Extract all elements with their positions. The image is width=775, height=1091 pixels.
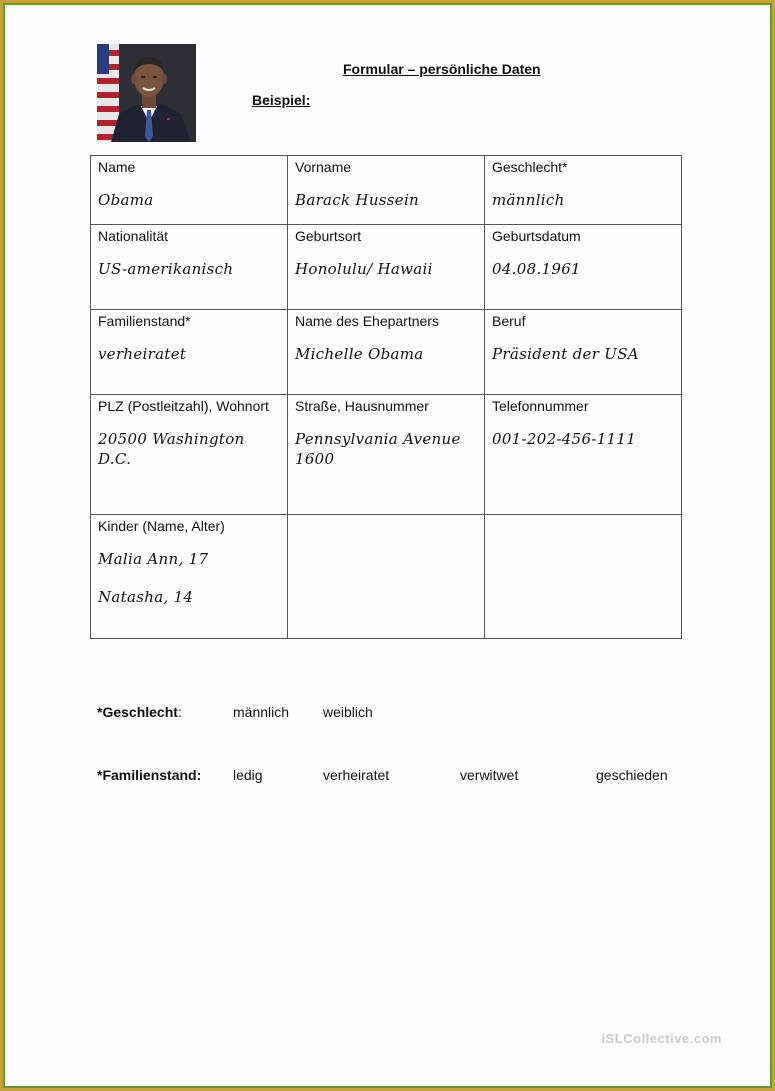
example-heading: Beispiel: xyxy=(252,92,311,108)
form-cell-beruf xyxy=(485,310,682,395)
form-cell-geschlecht xyxy=(485,156,682,225)
field-label: Vorname xyxy=(295,159,352,175)
watermark-brand: iSLCollective.com xyxy=(601,1031,722,1046)
field-value: männlich xyxy=(492,191,565,209)
legend-status-option: verheiratet xyxy=(323,767,390,783)
legend-status-label: *Familienstand: xyxy=(97,767,202,783)
page-title: Formular – persönliche Daten xyxy=(343,61,541,77)
portrait-photo xyxy=(97,44,196,142)
legend-gender-option: männlich xyxy=(233,704,290,720)
field-value: Barack Hussein xyxy=(295,191,420,209)
form-cell-wohnort xyxy=(91,395,288,515)
legend-status-option: ledig xyxy=(233,767,263,783)
field-label: Geburtsort xyxy=(295,228,362,244)
field-label: Nationalität xyxy=(98,228,169,244)
field-value: 001-202-456-1111 xyxy=(492,430,637,448)
legend-gender-label: *Geschlecht: xyxy=(97,704,182,720)
field-value: Pennsylvania Avenue 1600 xyxy=(295,430,461,468)
form-cell-strasse xyxy=(288,395,485,515)
form-cell-telefon xyxy=(485,395,682,515)
form-cell-nationalitaet xyxy=(91,225,288,310)
legend-gender-option: weiblich xyxy=(323,704,373,720)
form-cell-vorname xyxy=(288,156,485,225)
field-value: US-amerikanisch xyxy=(98,260,234,278)
field-label: PLZ (Postleitzahl), Wohnort xyxy=(98,398,269,414)
field-label: Name des Ehepartners xyxy=(295,313,439,329)
field-value: 04.08.1961 xyxy=(492,260,581,278)
form-row xyxy=(91,395,682,515)
field-value: Präsident der USA xyxy=(492,345,639,363)
field-label: Kinder (Name, Alter) xyxy=(98,518,225,534)
field-label: Geschlecht* xyxy=(492,159,568,175)
form-cell-kinder xyxy=(91,515,288,639)
form-row xyxy=(91,515,682,639)
field-value: Obama xyxy=(98,191,154,209)
field-label: Telefonnummer xyxy=(492,398,589,414)
form-cell-ehepartner xyxy=(288,310,485,395)
field-label: Geburtsdatum xyxy=(492,228,581,244)
field-value: Honolulu/ Hawaii xyxy=(295,260,433,278)
form-cell-geburtsdatum xyxy=(485,225,682,310)
personal-data-form xyxy=(90,155,682,639)
form-row xyxy=(91,225,682,310)
field-value-child: Natasha, 14 xyxy=(98,588,194,606)
field-label: Beruf xyxy=(492,313,526,329)
field-value-child: Malia Ann, 17 xyxy=(98,550,209,568)
field-value: verheiratet xyxy=(98,345,187,363)
legend-status-option: geschieden xyxy=(596,767,668,783)
form-cell-empty xyxy=(485,515,682,639)
field-value: Michelle Obama xyxy=(295,345,424,363)
form-cell-geburtsort xyxy=(288,225,485,310)
form-row xyxy=(91,156,682,225)
portrait-image xyxy=(97,44,196,142)
form-row xyxy=(91,310,682,395)
form-cell-empty xyxy=(288,515,485,639)
form-cell-familienstand xyxy=(91,310,288,395)
legend-status-option: verwitwet xyxy=(460,767,519,783)
field-label: Familienstand* xyxy=(98,313,191,329)
field-label: Name xyxy=(98,159,136,175)
field-value: 20500 Washington D.C. xyxy=(98,430,245,468)
field-label: Straße, Hausnummer xyxy=(295,398,429,414)
form-cell-name xyxy=(91,156,288,225)
